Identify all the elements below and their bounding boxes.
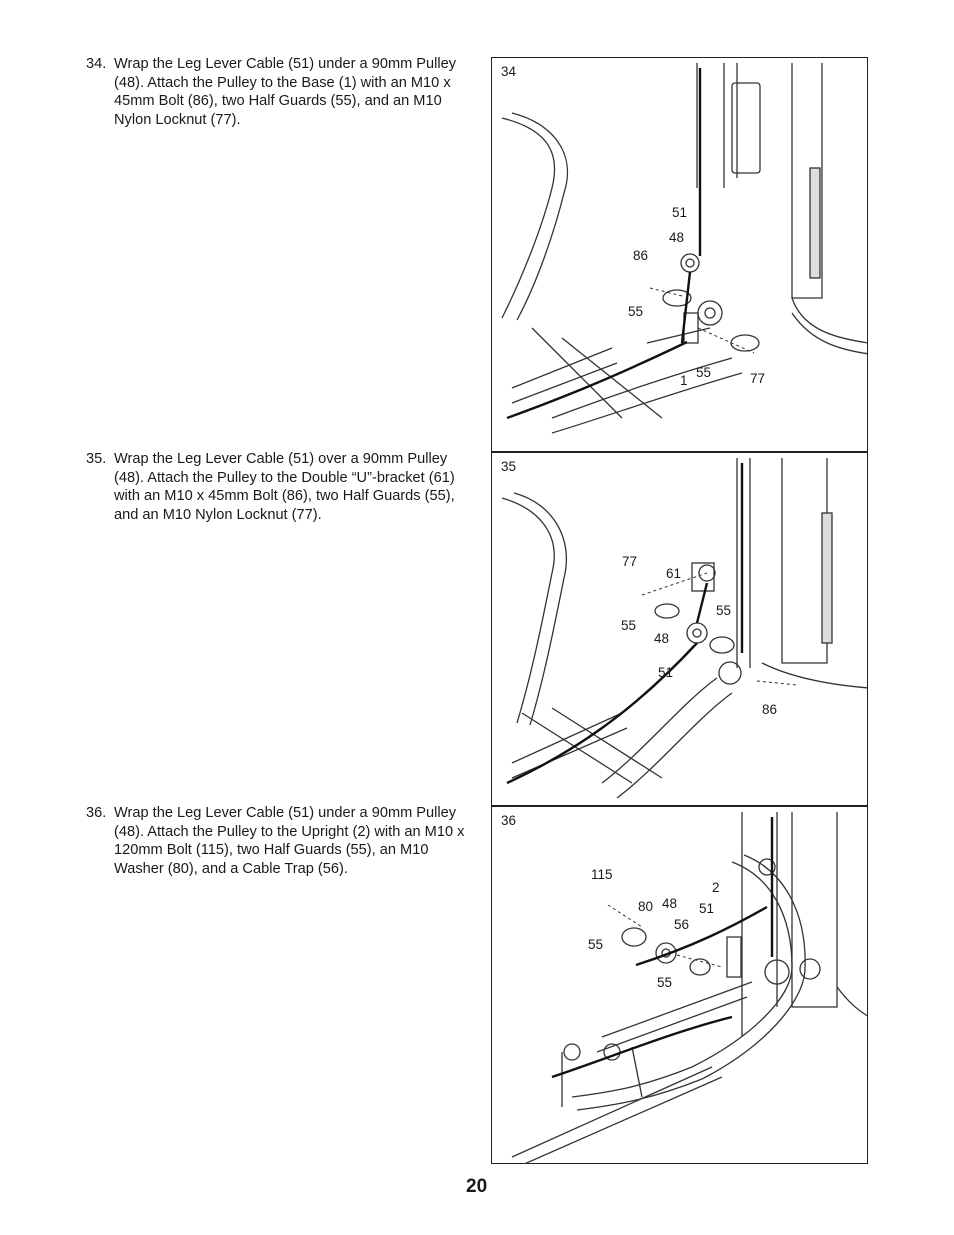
- callout-51: 51: [699, 901, 715, 916]
- callout-51: 51: [672, 205, 688, 220]
- callout-56: 56: [674, 917, 690, 932]
- page-number: 20: [466, 1176, 488, 1197]
- step-number: 35.: [86, 451, 107, 467]
- step-36: [86, 804, 466, 878]
- figure-34: [491, 57, 868, 452]
- callout-55: 55: [588, 937, 604, 952]
- callout-48: 48: [654, 631, 670, 646]
- step-35: [86, 450, 466, 524]
- callout-115: 115: [591, 867, 613, 882]
- callout-1: 1: [680, 373, 688, 388]
- figure-label: 35: [501, 459, 517, 474]
- callout-48: 48: [662, 896, 678, 911]
- figure-36-drawing: [492, 807, 868, 1164]
- callout-55: 55: [628, 304, 644, 319]
- callout-86: 86: [762, 702, 778, 717]
- callout-80: 80: [638, 899, 654, 914]
- figure-label: 34: [501, 64, 517, 79]
- callout-2: 2: [712, 880, 720, 895]
- step-number: 34.: [86, 56, 107, 72]
- callout-48: 48: [669, 230, 685, 245]
- figure-36: [491, 806, 868, 1164]
- callout-55: 55: [716, 603, 732, 618]
- figure-35: [491, 452, 868, 806]
- callout-55: 55: [657, 975, 673, 990]
- callout-61: 61: [666, 566, 682, 581]
- callout-51: 51: [658, 665, 674, 680]
- callout-55: 55: [696, 365, 712, 380]
- callout-77: 77: [750, 371, 766, 386]
- callout-55: 55: [621, 618, 637, 633]
- step-34: [86, 55, 466, 129]
- figure-label: 36: [501, 813, 517, 828]
- step-text: Wrap the Leg Lever Cable (51) under a 90mm Pulley (48). Attach the Pulley to the Base (1) with an M10 x 45mm Bolt (86), two Half Guards (55), and an M10 Nylon Locknut (77).: [114, 56, 457, 128]
- step-text: Wrap the Leg Lever Cable (51) under a 90mm Pulley (48). Attach the Pulley to the Upright (2) with an M10 x 120mm Bolt (115), two Half Guards (55), an M10 Washer (80), and a Cable Trap (56).: [114, 805, 465, 877]
- callout-86: 86: [633, 248, 649, 263]
- figure-35-drawing: [492, 453, 868, 806]
- figure-34-drawing: [492, 58, 868, 452]
- step-number: 36.: [86, 805, 107, 821]
- step-text: Wrap the Leg Lever Cable (51) over a 90mm Pulley (48). Attach the Pulley to the Double “U”-bracket (61) with an M10 x 45mm Bolt (86), two Half Guards (55), and an M10 Nylon Locknut (77).: [114, 451, 455, 523]
- callout-77: 77: [622, 554, 638, 569]
